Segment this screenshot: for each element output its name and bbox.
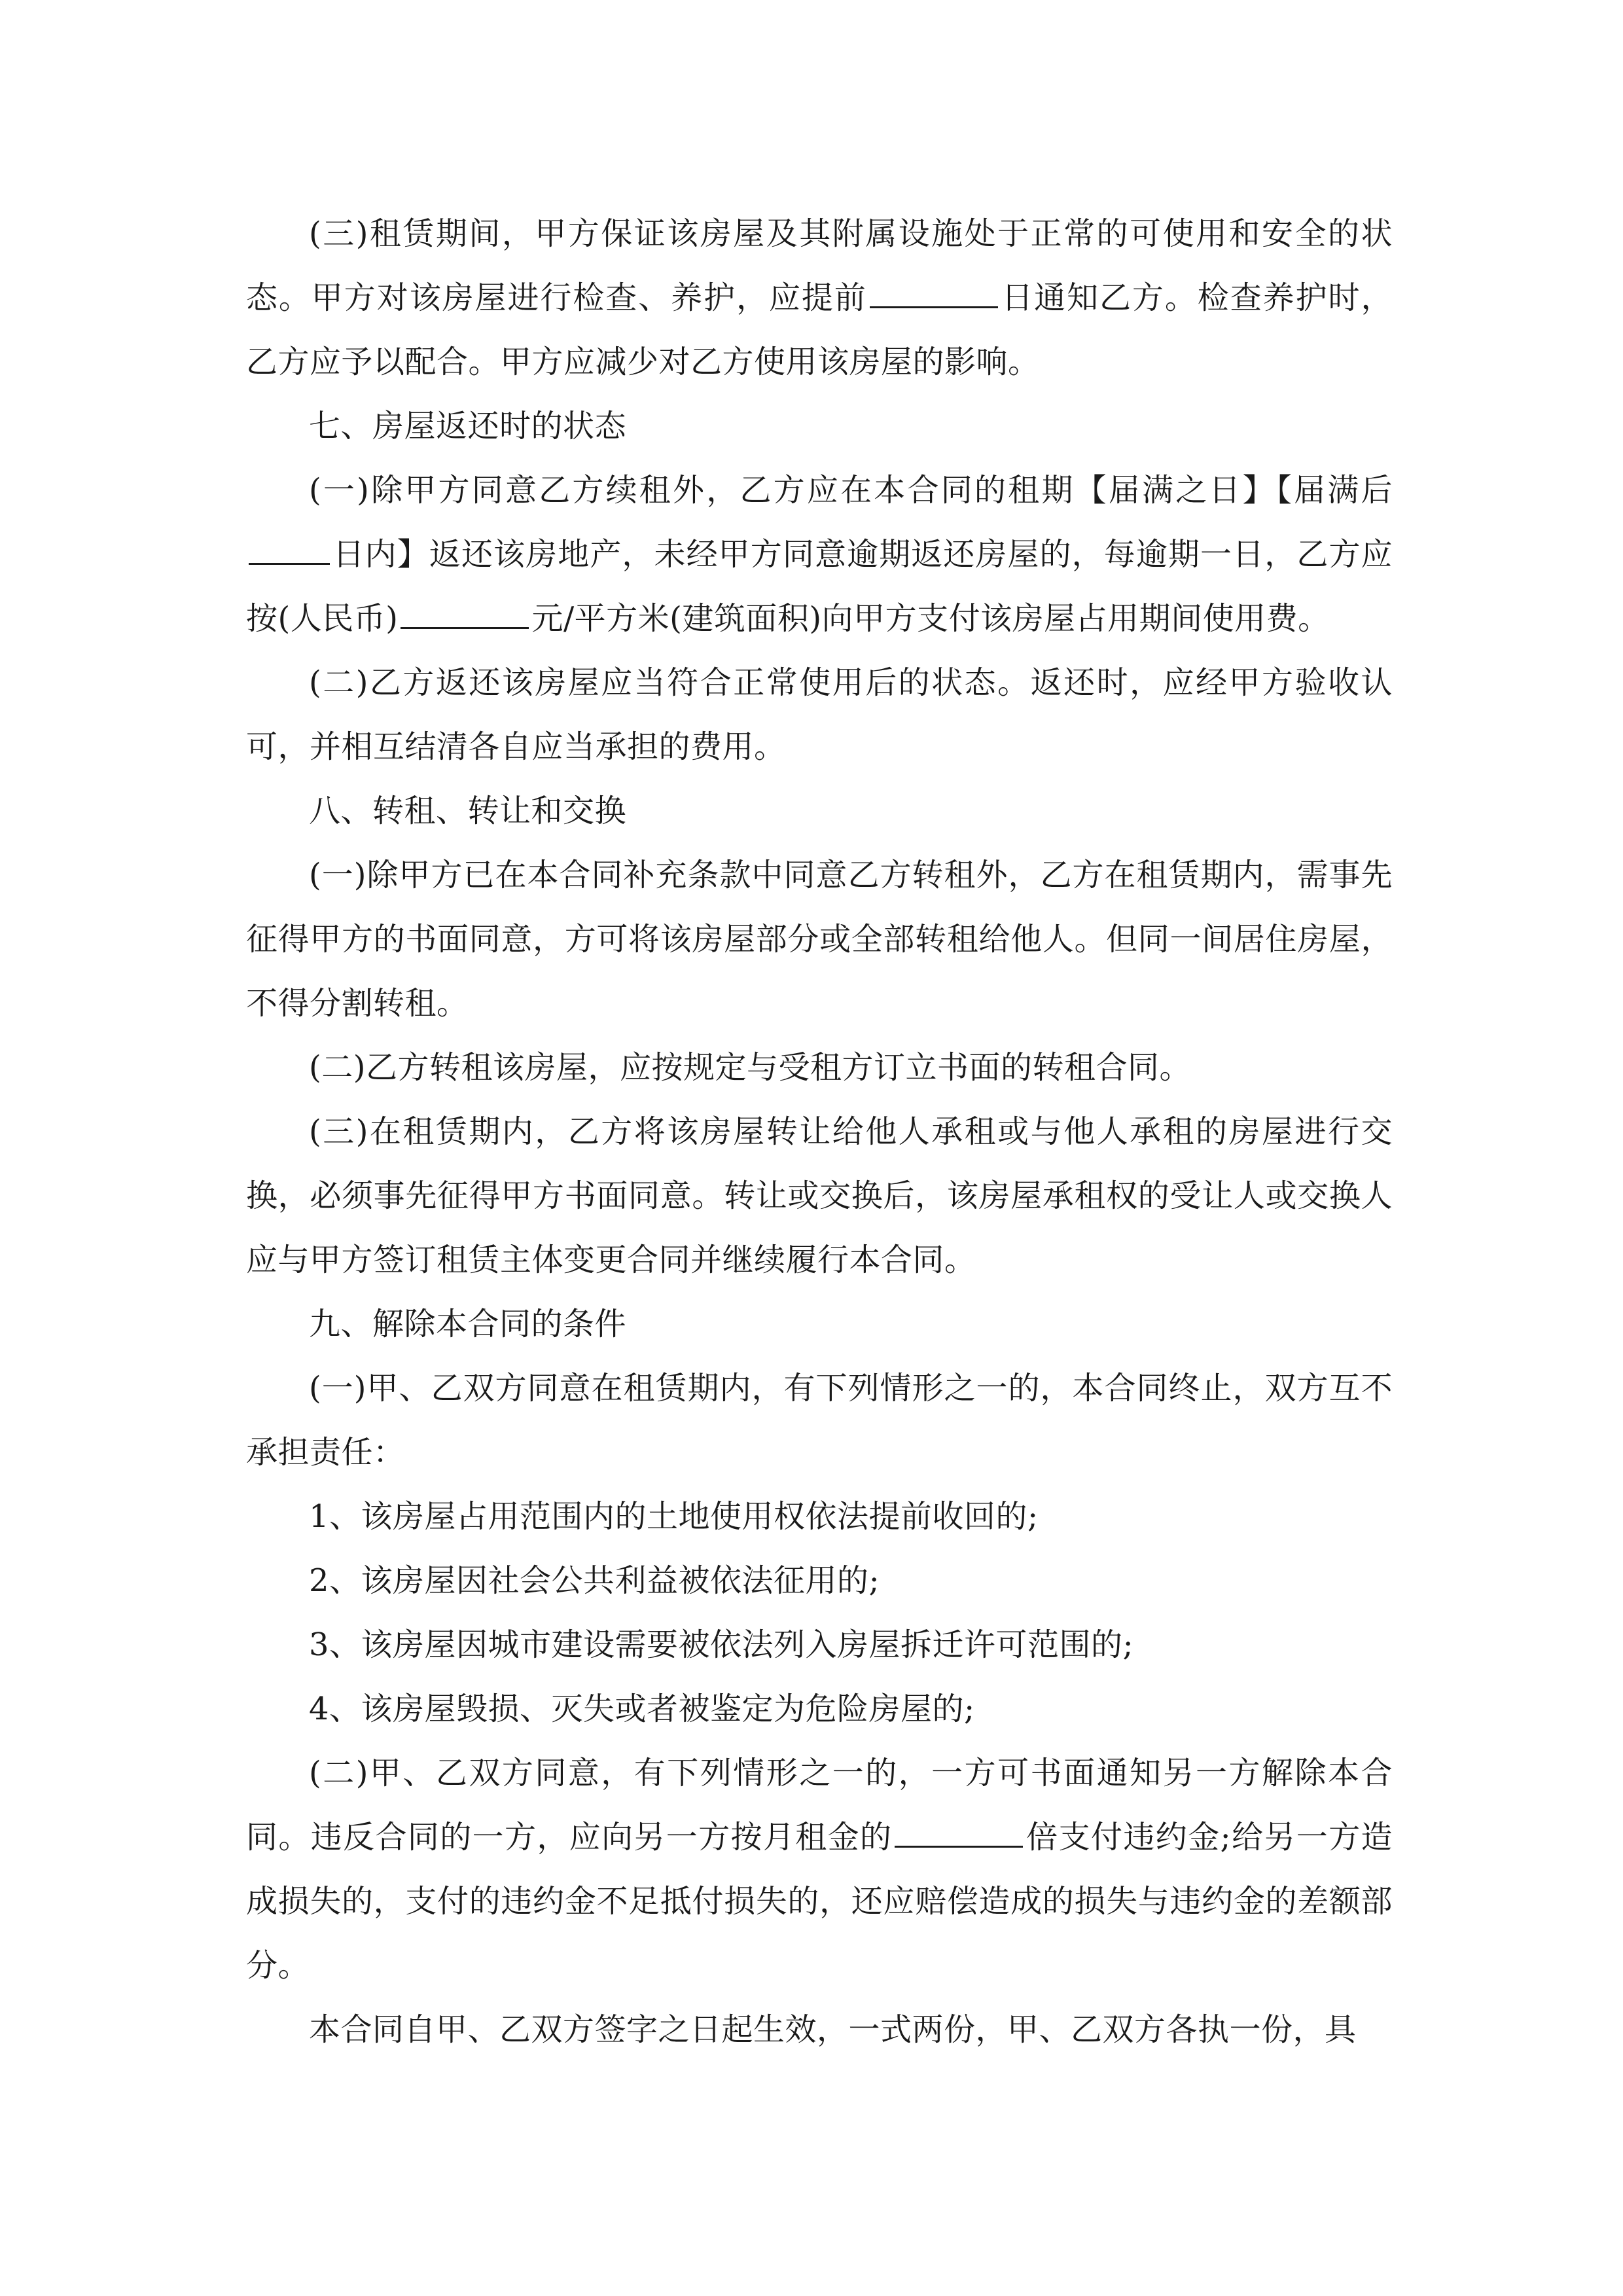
list-item-3 (246, 1613, 1393, 1677)
heading-text: 七、房屋返还时的状态 (309, 408, 627, 444)
fill-in-blank[interactable] (249, 537, 330, 565)
paragraph-return-deadline (246, 458, 1393, 651)
list-item-4 (246, 1677, 1393, 1741)
list-item-2 (246, 1549, 1393, 1613)
text-segment: (二)乙方返还该房屋应当符合正常使用后的状态。返还时，应经甲方验收认可，并相互结清各自应当承担的费用。 (246, 664, 1393, 765)
paragraph-sublease-consent (246, 843, 1393, 1035)
text-segment: 倍支付违约金;给另一方造成损失的，支付的违约金不足抵付损失的，还应赔偿造成的损失与违约金的差额部分。 (246, 1819, 1393, 1984)
text-segment: 3、该房屋因城市建设需要被依法列入房屋拆迁许可范围的; (309, 1626, 1134, 1663)
text-segment: (一)除甲方已在本合同补充条款中同意乙方转租外，乙方在租赁期内，需事先征得甲方的书面同意，方可将该房屋部分或全部转租给他人。但同一间居住房屋，不得分割转租。 (246, 857, 1393, 1022)
text-segment: 元/平方米(建筑面积)向甲方支付该房屋占用期间使用费。 (531, 600, 1330, 637)
section-heading-9 (246, 1292, 1393, 1356)
text-segment: 1、该房屋占用范围内的土地使用权依法提前收回的; (309, 1498, 1039, 1535)
section-heading-7 (246, 394, 1393, 458)
paragraph-effective-date (246, 1998, 1393, 2062)
fill-in-blank[interactable] (895, 1820, 1023, 1848)
section-heading-8 (246, 779, 1393, 843)
document-body (246, 202, 1393, 2062)
heading-text: 八、转租、转让和交换 (309, 793, 627, 829)
paragraph-sublease-contract (246, 1035, 1393, 1100)
text-segment: 本合同自甲、乙双方签字之日起生效，一式两份，甲、乙双方各执一份，具 (309, 2011, 1357, 2048)
text-segment: 日内】返还该房地产，未经甲方同意逾期返还房屋的，每逾期一日，乙方应按(人民币) (246, 536, 1393, 637)
paragraph-maintenance (246, 202, 1393, 394)
paragraph-termination-penalty (246, 1741, 1393, 1998)
paragraph-termination-no-liability (246, 1356, 1393, 1484)
text-segment: 2、该房屋因社会公共利益被依法征用的; (309, 1562, 880, 1599)
paragraph-transfer-exchange (246, 1100, 1393, 1292)
text-segment: 4、该房屋毁损、灭失或者被鉴定为危险房屋的; (309, 1691, 975, 1727)
heading-text: 九、解除本合同的条件 (309, 1306, 627, 1342)
fill-in-blank[interactable] (401, 601, 529, 629)
text-segment: (二)甲、乙双方同意，有下列情形之一的，一方可书面通知另一方解除本合同。违反合同的一方，应向另一方按月租金的 (246, 1755, 1393, 1856)
text-segment: (二)乙方转租该房屋，应按规定与受租方订立书面的转租合同。 (309, 1049, 1191, 1086)
paragraph-return-state (246, 651, 1393, 779)
text-segment: (一)除甲方同意乙方续租外，乙方应在本合同的租期【届满之日】【届满后 (309, 472, 1393, 509)
text-segment: 日通知乙方。检查养护时，乙方应予以配合。甲方应减少对乙方使用该房屋的影响。 (246, 279, 1393, 380)
text-segment: (三)在租赁期内，乙方将该房屋转让给他人承租或与他人承租的房屋进行交换，必须事先征得甲方书面同意。转让或交换后，该房屋承租权的受让人或交换人应与甲方签订租赁主体变更合同并继续履行本合同。 (246, 1113, 1393, 1278)
text-segment: (三)租赁期间，甲方保证该房屋及其附属设施处于正常的可使用和安全的状态。甲方对该房屋进行检查、养护，应提前 (246, 215, 1393, 316)
text-segment: (一)甲、乙双方同意在租赁期内，有下列情形之一的，本合同终止，双方互不承担责任： (246, 1370, 1393, 1471)
list-item-1 (246, 1484, 1393, 1549)
fill-in-blank[interactable] (870, 280, 998, 308)
